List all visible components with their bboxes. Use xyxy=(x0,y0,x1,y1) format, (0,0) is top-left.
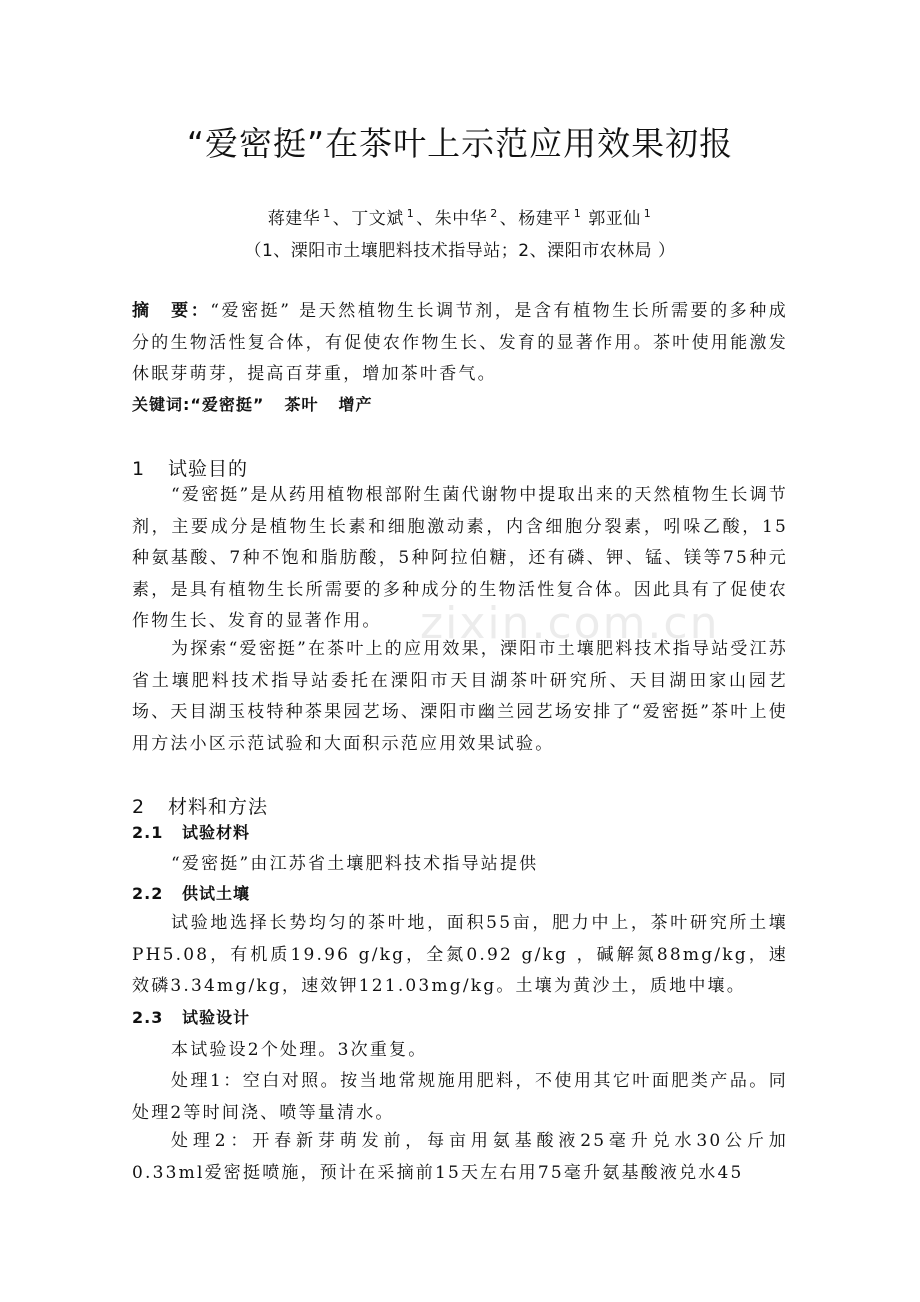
subsection-2-2-heading xyxy=(132,881,250,904)
keywords-label: 关键词: xyxy=(132,395,191,414)
section-number: 2 xyxy=(132,796,146,818)
author-affil-number: 1 xyxy=(573,207,582,221)
author xyxy=(435,209,499,229)
author-name: 蒋建华 xyxy=(267,209,321,229)
author-separator: 、 xyxy=(332,209,351,229)
author-name: 朱中华 xyxy=(434,209,488,229)
author-name: 郭亚仙 xyxy=(588,209,641,229)
author xyxy=(588,209,652,229)
abstract xyxy=(132,296,788,391)
author xyxy=(268,209,332,229)
abstract-text: “爱密挺” 是天然植物生长调节剂，是含有植物生长所需要的多种成分的生物活性复合体，有促使农作物生长、发育的显著作用。茶叶使用能激发休眠芽萌芽，提高百芽重，增加茶叶香气。 xyxy=(132,301,788,384)
keywords xyxy=(132,392,392,415)
section-1-paragraph-2: 为探索“爱密挺”在茶叶上的应用效果，溧阳市土壤肥料技术指导站受江苏省土壤肥料技术指导站委托在溧阳市天目湖茶叶研究所、天目湖田家山园艺场、天目湖玉枝特种茶果园艺场、溧阳市幽兰园艺场安排了“爱密挺”茶叶上使用方法小区示范试验和大面积示范应用效果试验。 xyxy=(132,639,788,754)
subsection-number: 2.3 xyxy=(132,1008,164,1027)
author xyxy=(351,209,415,229)
subsection-2-1-paragraph: “爱密挺”由江苏省土壤肥料技术指导站提供 xyxy=(171,854,539,874)
subsection-2-1-heading xyxy=(132,820,250,843)
author-affil-number: 1 xyxy=(643,207,652,221)
section-title: 试验目的 xyxy=(168,458,249,480)
author-separator: 、 xyxy=(499,209,518,229)
author-name: 丁文斌 xyxy=(351,209,404,229)
author-affil-number: 2 xyxy=(490,207,498,221)
keyword: 茶叶 xyxy=(284,395,319,414)
section-title: 材料和方法 xyxy=(168,796,269,818)
subsection-2-2-paragraph: 试验地选择长势均匀的茶叶地，面积55亩，肥力中上，茶叶研究所土壤PH5.08，有机质19.96 g/kg，全氮0.92 g/kg ，碱解氮88mg/kg，速效磷3.34mg/kg，速效钾121.03mg/kg。土壤为黄沙土，质地中壤。 xyxy=(132,913,788,996)
watermark: zixin.com.cn xyxy=(420,598,720,649)
subsection-title: 试验设计 xyxy=(182,1008,251,1027)
subsection-title: 试验材料 xyxy=(182,823,251,842)
subsection-2-3-paragraph-2: 处理1：空白对照。按当地常规施用肥料，不使用其它叶面肥类产品。同处理2等时间浇、喷等量清水。 xyxy=(132,1071,788,1123)
abstract-label: 摘 要： xyxy=(132,301,211,321)
section-1-heading xyxy=(132,454,248,481)
section-number: 1 xyxy=(132,458,146,480)
author-affil-number: 1 xyxy=(406,207,415,221)
document-title: “爱密挺”在茶叶上示范应用效果初报 xyxy=(186,124,734,163)
subsection-2-3-heading xyxy=(132,1005,250,1028)
author xyxy=(518,209,582,229)
author-name: 杨建平 xyxy=(518,209,571,229)
keyword: 增产 xyxy=(338,395,373,414)
section-2-heading xyxy=(132,792,268,819)
author-list xyxy=(0,204,920,229)
subsection-2-3-paragraph-3: 处理2：开春新芽萌发前，每亩用氨基酸液25毫升兑水30公斤加0.33ml爱密挺喷施，预计在采摘前15天左右用75毫升氨基酸液兑水45 xyxy=(132,1131,788,1183)
subsection-number: 2.2 xyxy=(132,884,164,903)
subsection-2-3-paragraph-1: 本试验设2个处理。3次重复。 xyxy=(171,1040,428,1060)
subsection-number: 2.1 xyxy=(132,823,164,842)
keyword: “爱密挺” xyxy=(190,395,265,414)
subsection-title: 供试土壤 xyxy=(182,884,251,903)
author-separator: 、 xyxy=(416,209,434,229)
section-1-paragraph-1: “爱密挺”是从药用植物根部附生菌代谢物中提取出来的天然植物生长调节剂，主要成分是植物生长素和细胞激动素，内含细胞分裂素，吲哚乙酸，15种氨基酸、7种不饱和脂肪酸，5种阿拉伯糖，还有磷、钾、锰、镁等75种元素，是具有植物生长所需要的多种成分的生物活性复合体。因此具有了促使农作物生长、发育的显著作用。 xyxy=(132,485,788,631)
affiliation: （1、溧阳市土壤肥料技术指导站；2、溧阳市农林局 ） xyxy=(244,241,676,261)
author-affil-number: 1 xyxy=(323,207,331,221)
